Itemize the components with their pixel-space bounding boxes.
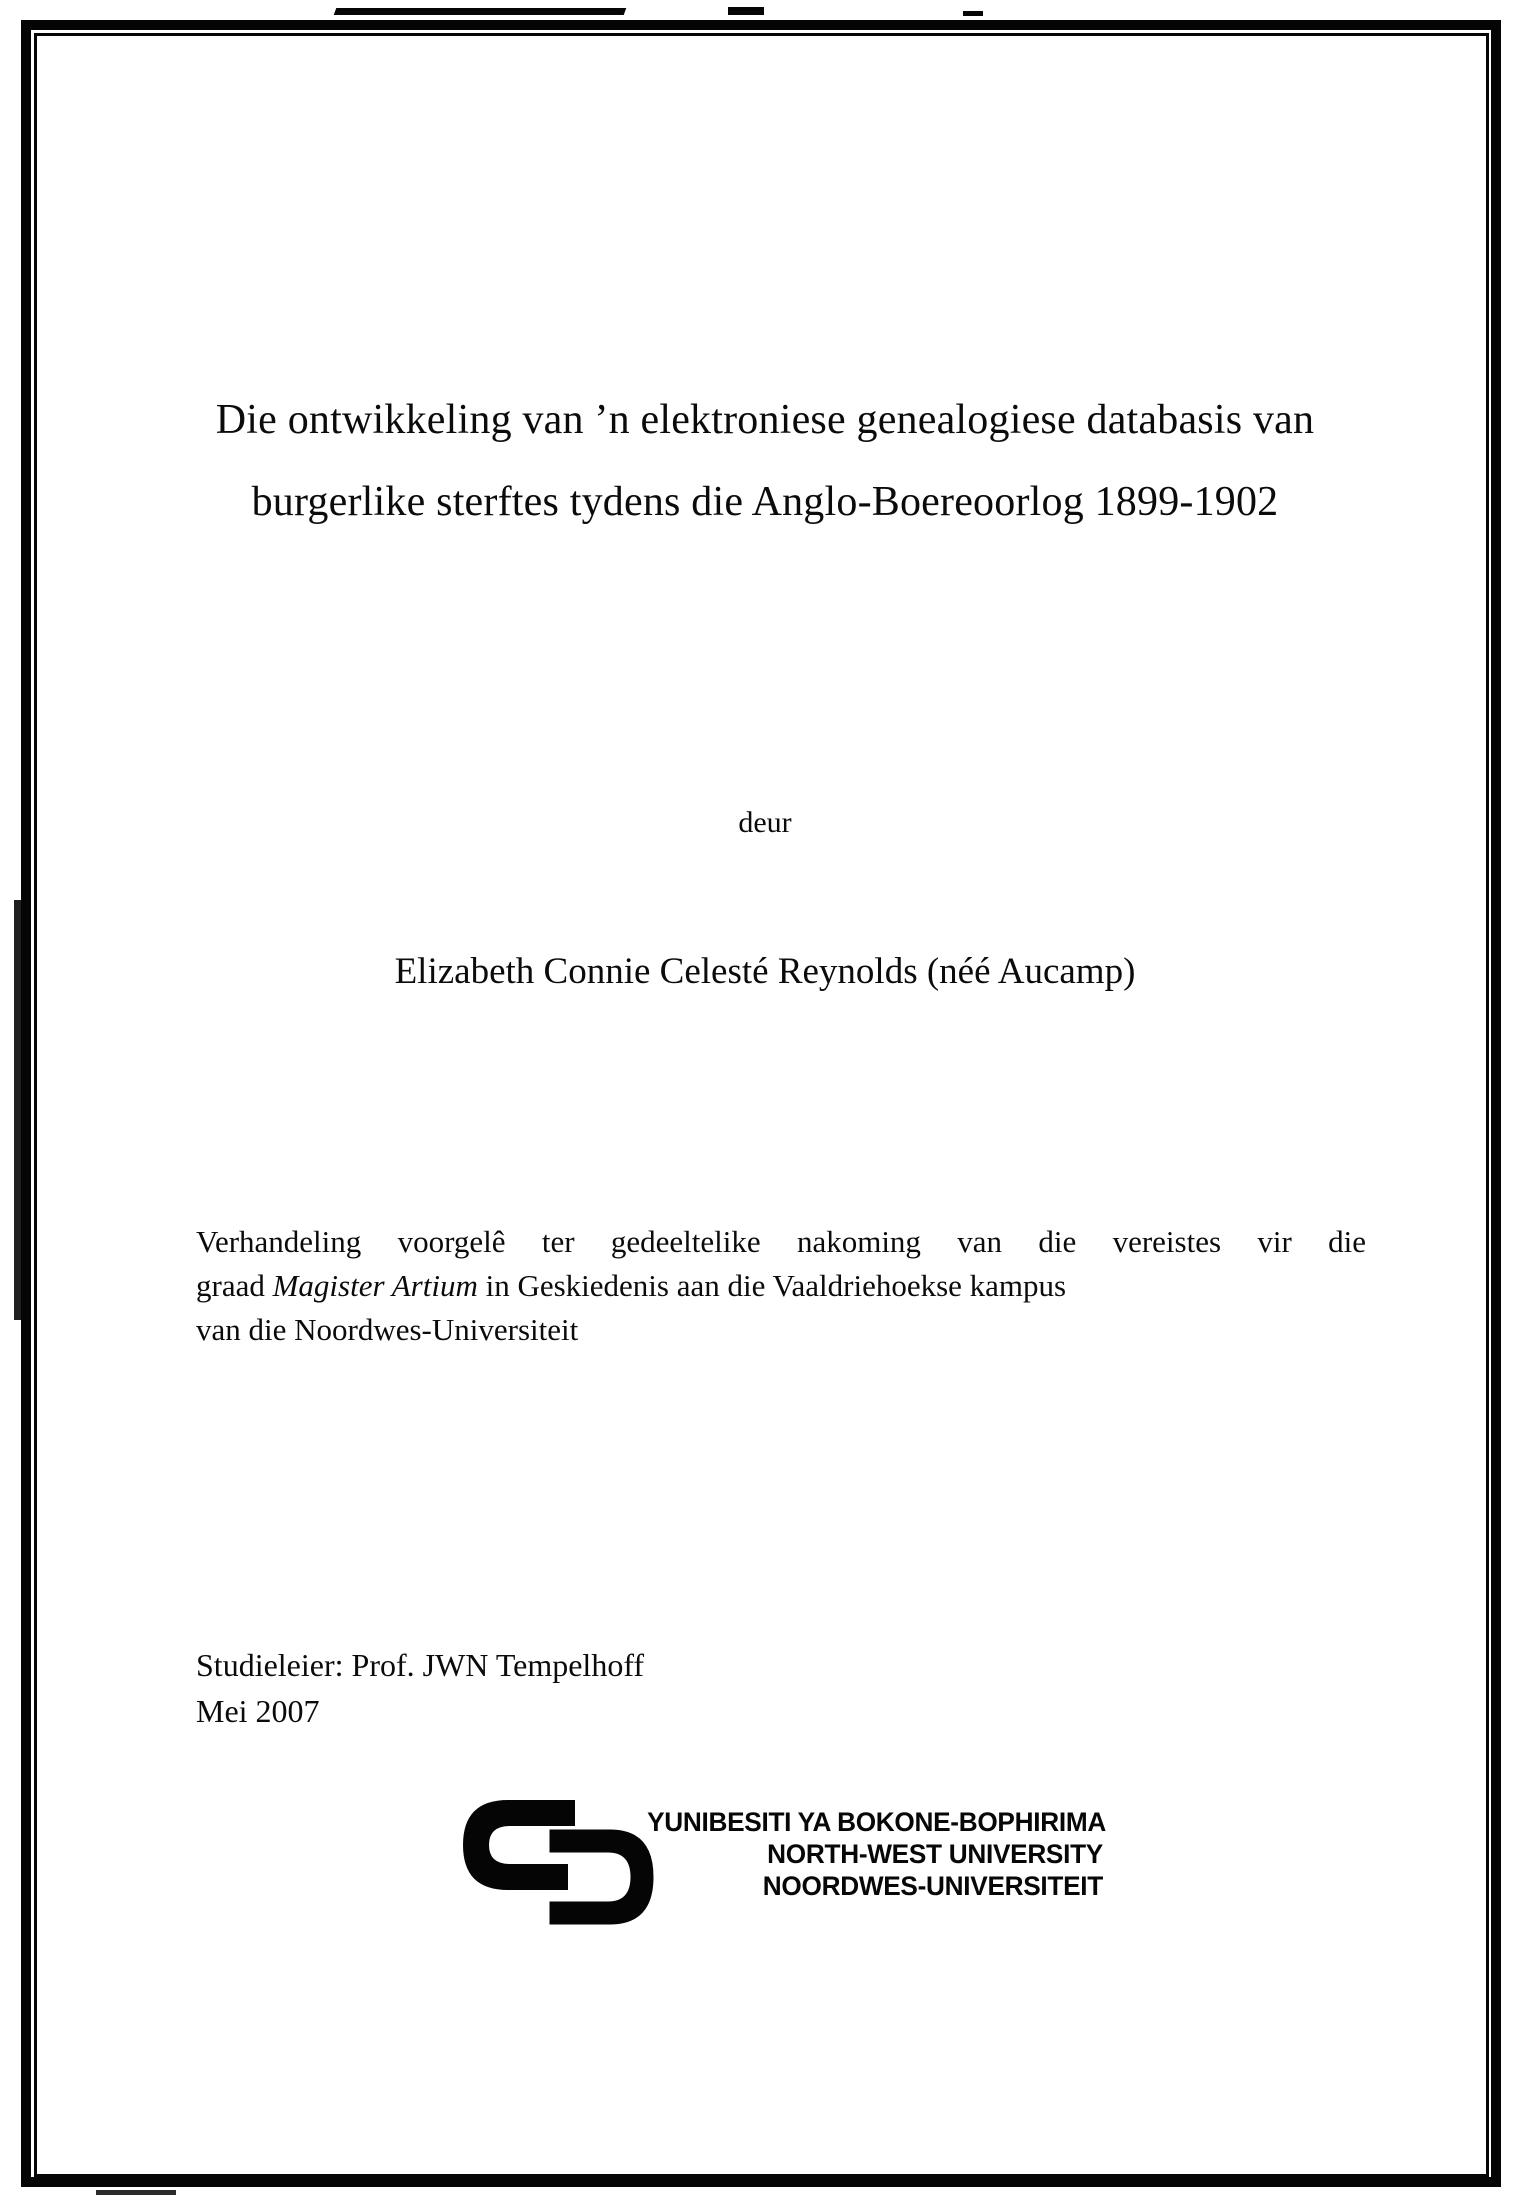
university-logo <box>463 1792 1106 1937</box>
degree-statement-line-3: van die Noordwes-Universiteit <box>196 1312 579 1347</box>
page-title-line-1: Die ontwikkeling van ’n elektroniese genealogiese databasis van <box>215 397 1315 443</box>
degree-statement-line-1: Verhandeling voorgelê ter gedeeltelike nakoming van die vereistes vir die <box>196 1224 1366 1259</box>
page-title-line-2: burgerlike sterftes tydens die Anglo-Boereoorlog 1899-1902 <box>251 479 1279 525</box>
logo-text-setswana: YUNIBESITI YA BOKONE-BOPHIRIMA <box>647 1807 1106 1837</box>
degree-statement <box>196 1220 1366 1352</box>
scan-artifact <box>728 7 764 15</box>
logo-text-afrikaans: NOORDWES-UNIVERSITEIT <box>762 1871 1103 1901</box>
degree-statement-line-2-suffix: in Geskiedenis aan die Vaaldriehoekse kampus <box>477 1268 1067 1303</box>
date-line: Mei 2007 <box>196 1693 320 1729</box>
degree-statement-line-2-prefix: graad <box>196 1268 273 1303</box>
supervisor-line: Studieleier: Prof. JWN Tempelhoff <box>196 1647 645 1683</box>
scan-artifact <box>96 2190 176 2195</box>
byline-label: deur <box>738 806 792 839</box>
nwu-chainlink-logo-icon <box>463 1798 663 1930</box>
university-logo-text <box>647 1806 1106 1902</box>
logo-text-english: NORTH-WEST UNIVERSITY <box>767 1839 1103 1869</box>
author-name: Elizabeth Connie Celesté Reynolds (néé Aucamp) <box>394 951 1136 992</box>
degree-name-italic: Magister Artium <box>272 1268 478 1303</box>
scan-artifact <box>334 8 627 15</box>
supervisor-block <box>196 1642 644 1734</box>
degree-statement-line-2 <box>196 1264 1366 1308</box>
scan-artifact <box>963 11 983 16</box>
